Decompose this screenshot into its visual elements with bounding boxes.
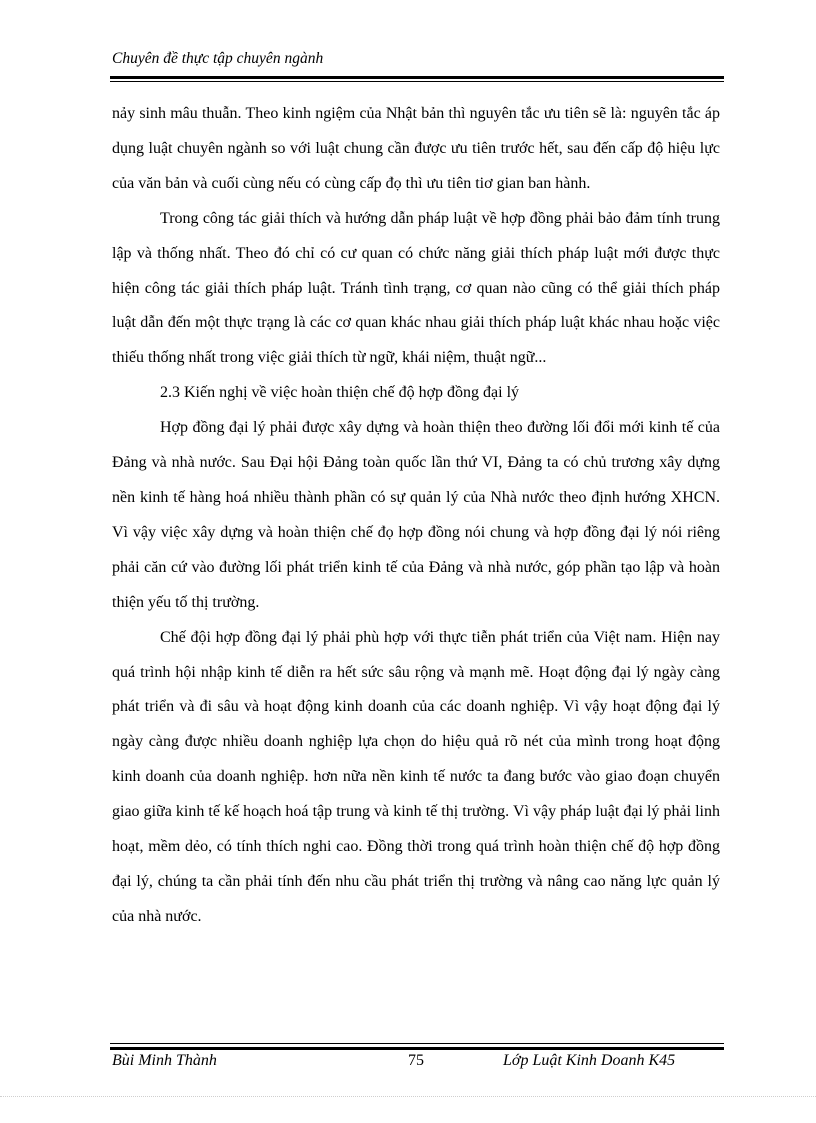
page-bottom-dotted-line [0, 1096, 816, 1097]
footer-rule-thin [110, 1043, 724, 1044]
paragraph-4: Chế đội hợp đồng đại lý phải phù hợp với thực tiễn phát triển của Việt nam. Hiện nay quá trình hội nhập kinh tế diễn ra hết sức sâu rộng và mạnh mẽ. Hoạt động đại lý ngày càng phát triển và đi sâu và hoạt động kinh doanh của các doanh nghiệp. Vì vậy hoạt động đại lý ngày càng được nhiều doanh nghiệp lựa chọn do hiệu quả rõ nét của mình trong hoạt động kinh doanh của doanh nghiệp. hơn nữa nền kinh tế nước ta đang bước vào giao đoạn chuyển giao giữa kinh tế kế hoạch hoá tập trung và kinh tế thị trường. Vì vậy pháp luật đại lý phải linh hoạt, mềm dẻo, có tính thích nghi cao. Đồng thời trong quá trình hoàn thiện chế độ hợp đồng đại lý, chúng ta cần phải tính đến nhu cầu phát triển thị trường và nâng cao năng lực quản lý của nhà nước. [112, 628, 720, 925]
footer-author: Bùi Minh Thành [112, 1052, 217, 1069]
section-heading: 2.3 Kiến nghị về việc hoàn thiện chế độ hợp đồng đại lý [160, 384, 520, 402]
footer-rule-thick [110, 1047, 724, 1050]
page-header-title: Chuyên đề thực tập chuyên ngành [112, 50, 324, 67]
paragraph-1: nảy sinh mâu thuẫn. Theo kinh ngiệm của Nhật bản thì nguyên tắc ưu tiên sẽ là: nguyên tắc áp dụng luật chuyên ngành so với luật chung cần được ưu tiên trước hết, sau đến cấp độ hiệu lực của văn bản và cuối cùng nếu có cùng cấp đọ thì ưu tiên tiơ gian ban hành. [112, 105, 720, 192]
paragraph-2: Trong công tác giải thích và hướng dẫn pháp luật về hợp đồng phải bảo đảm tính trung lập và thống nhất. Theo đó chỉ có cư quan có chức năng giải thích pháp luật mới được thực hiện công tác giải thích pháp luật. Tránh tình trạng, cơ quan nào cũng có thể giải thích pháp luật dẫn đến một thực trạng là các cơ quan khác nhau giải thích pháp luật khác nhau hoặc việc thiếu thống nhất trong việc giải thích từ ngữ, khái niệm, thuật ngữ... [112, 209, 720, 367]
document-body [112, 97, 720, 935]
footer-page-number: 75 [408, 1052, 424, 1069]
header-rule-thick [110, 76, 724, 79]
footer-class-name: Lớp Luật Kinh Doanh K45 [503, 1052, 676, 1069]
paragraph-3: Hợp đồng đại lý phải được xây dựng và hoàn thiện theo đường lối đổi mới kinh tế của Đảng và nhà nước. Sau Đại hội Đảng toàn quốc lần thứ VI, Đảng ta có chủ trương xây dựng nền kinh tế hàng hoá nhiều thành phần có sự quản lý của Nhà nước theo định hướng XHCN. Vì vậy việc xây dựng và hoàn thiện chế đọ hợp đồng nói chung và hợp đồng đại lý nói riêng phải căn cứ vào đường lối phát triển kinh tế của Đảng và nhà nước, góp phần tạo lập và hoàn thiện yếu tố thị trường. [112, 419, 720, 611]
header-rule-thin [110, 81, 724, 82]
